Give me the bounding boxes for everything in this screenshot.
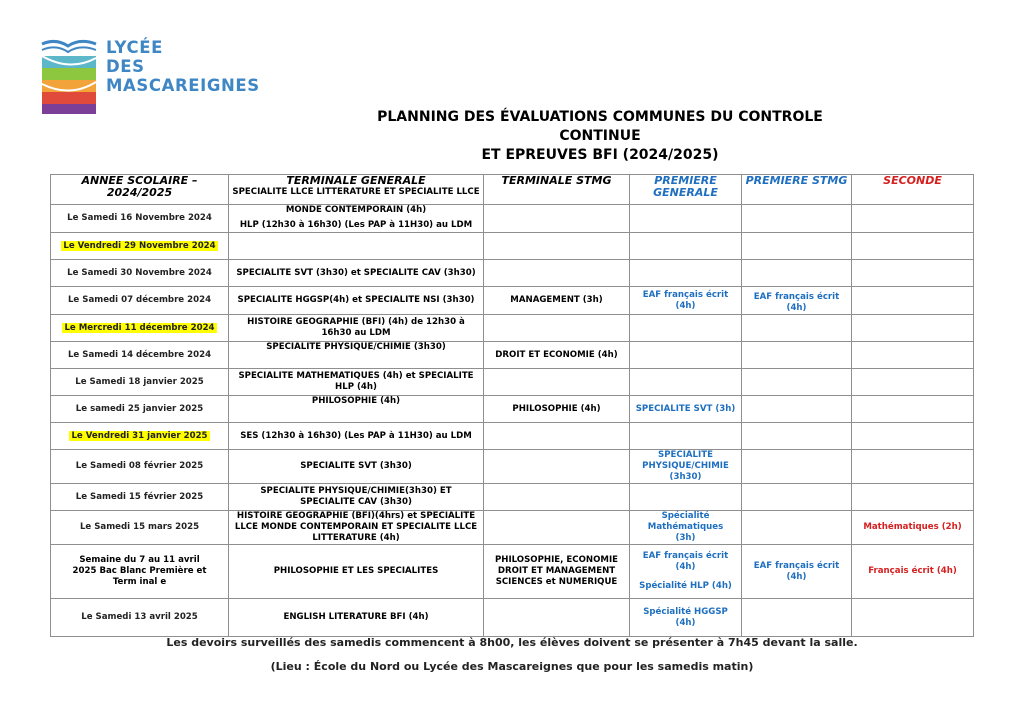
header-premiere-stmg: PREMIERE STMG [742, 175, 852, 205]
row-tg: HISTOIRE GEOGRAPHIE (BFI)(4hrs) et SPECIALITE LLCE MONDE CONTEMPORAIN ET SPECIALITE LLCE LITTERATURE (4h) [229, 511, 484, 545]
row-pg [630, 260, 742, 287]
table-row [51, 396, 974, 423]
row-date: Le Samedi 30 Novembre 2024 [51, 260, 229, 287]
row-seconde [852, 396, 974, 423]
row-seconde [852, 369, 974, 396]
logo-line-1: LYCÉE [106, 38, 163, 57]
header-terminale-stmg: TERMINALE STMG [484, 175, 630, 205]
row-tstmg [484, 369, 630, 396]
row-tg: SPECIALITE MATHEMATIQUES (4h) et SPECIALITE HLP (4h) [229, 369, 484, 396]
highlighted-date: Le Vendredi 31 janvier 2025 [71, 430, 208, 441]
table-row [51, 484, 974, 511]
row-tstmg: DROIT ET ECONOMIE (4h) [484, 342, 630, 369]
row-tstmg: MANAGEMENT (3h) [484, 287, 630, 315]
row-pg: SPECIALITE PHYSIQUE/CHIMIE (3h30) [630, 450, 742, 484]
row-pstmg [742, 484, 852, 511]
row-pg: Spécialité HGGSP (4h) [630, 599, 742, 637]
row-date: Le Samedi 13 avril 2025 [51, 599, 229, 637]
row-tg: MONDE CONTEMPORAIN (4h) HLP (12h30 à 16h30) (Les PAP à 11H30) au LDM [229, 205, 484, 233]
row-pstmg [742, 450, 852, 484]
highlighted-date: Le Vendredi 29 Novembre 2024 [63, 240, 216, 251]
row-tg: SPECIALITE PHYSIQUE/CHIMIE (3h30) [229, 342, 484, 369]
table-row [51, 423, 974, 450]
row-seconde [852, 423, 974, 450]
logo-line-3: MASCAREIGNES [106, 76, 260, 95]
table-row [51, 287, 974, 315]
header-tg-sub: SPECIALITE LLCE LITTERATURE ET SPECIALITE LLCE [232, 187, 480, 197]
row-seconde [852, 484, 974, 511]
row-pg [630, 342, 742, 369]
row-tg [229, 233, 484, 260]
row-seconde [852, 342, 974, 369]
table-header-row [51, 175, 974, 205]
table-row [51, 369, 974, 396]
row-date: Le Samedi 08 février 2025 [51, 450, 229, 484]
row-tstmg [484, 599, 630, 637]
footer-note-schedule: Les devoirs surveillés des samedis commencent à 8h00, les élèves doivent se présenter à 7h45 devant la salle. [166, 636, 858, 649]
row-pg [630, 315, 742, 342]
row-pstmg [742, 342, 852, 369]
row-tg: SPECIALITE SVT (3h30) et SPECIALITE CAV (3h30) [229, 260, 484, 287]
row-tg: SPECIALITE PHYSIQUE/CHIMIE(3h30) ET SPECIALITE CAV (3h30) [229, 484, 484, 511]
highlighted-date: Le Mercredi 11 décembre 2024 [64, 322, 215, 333]
row-date: Le Samedi 15 mars 2025 [51, 511, 229, 545]
row-pstmg: EAF français écrit (4h) [742, 545, 852, 599]
school-logo [40, 38, 260, 118]
row-tstmg [484, 423, 630, 450]
title-line-1: PLANNING DES ÉVALUATIONS COMMUNES DU CONTROLE CONTINUE [377, 109, 823, 144]
row-tg: SPECIALITE SVT (3h30) [229, 450, 484, 484]
row-pstmg [742, 233, 852, 260]
row-pg [630, 233, 742, 260]
table-row [51, 599, 974, 637]
row-pg [630, 205, 742, 233]
row-pg: EAF français écrit (4h) [630, 287, 742, 315]
row-tg: HISTOIRE GEOGRAPHIE (BFI) (4h) de 12h30 à 16h30 au LDM [229, 315, 484, 342]
row-date [51, 233, 229, 260]
row-pg: Spécialité Mathématiques (3h) [630, 511, 742, 545]
row-pstmg [742, 315, 852, 342]
table-row [51, 260, 974, 287]
row-seconde [852, 260, 974, 287]
row-date: Le Samedi 15 février 2025 [51, 484, 229, 511]
row-pstmg [742, 205, 852, 233]
row-seconde: Mathématiques (2h) [852, 511, 974, 545]
footer-note-location: (Lieu : École du Nord ou Lycée des Mascareignes que pour les samedis matin) [270, 660, 754, 673]
row-pstmg [742, 369, 852, 396]
table-row [51, 545, 974, 599]
table-row [51, 315, 974, 342]
row-date [51, 423, 229, 450]
row-date: Le Samedi 07 décembre 2024 [51, 287, 229, 315]
row-tg: ENGLISH LITERATURE BFI (4h) [229, 599, 484, 637]
row-pstmg: EAF français écrit (4h) [742, 287, 852, 315]
row-date: Le Samedi 18 janvier 2025 [51, 369, 229, 396]
row-tg: PHILOSOPHIE (4h) [229, 396, 484, 423]
table-row [51, 233, 974, 260]
logo-line-2: DES [106, 57, 145, 76]
row-date [51, 315, 229, 342]
table-row [51, 511, 974, 545]
row-tg: SPECIALITE HGGSP(4h) et SPECIALITE NSI (3h30) [229, 287, 484, 315]
header-premiere-generale: PREMIERE GENERALE [630, 175, 742, 205]
row-pg [630, 484, 742, 511]
row-tstmg [484, 511, 630, 545]
logo-emblem-icon [40, 38, 100, 116]
row-pstmg [742, 396, 852, 423]
row-tg: SES (12h30 à 16h30) (Les PAP à 11H30) au LDM [229, 423, 484, 450]
row-tstmg: PHILOSOPHIE, ECONOMIE DROIT ET MANAGEMENT SCIENCES et NUMERIQUE [484, 545, 630, 599]
row-date: Le Samedi 14 décembre 2024 [51, 342, 229, 369]
table-row [51, 450, 974, 484]
header-annee: ANNEE SCOLAIRE – 2024/2025 [51, 175, 229, 205]
row-seconde [852, 233, 974, 260]
row-tstmg [484, 315, 630, 342]
row-tstmg [484, 450, 630, 484]
logo-wordmark [106, 38, 260, 95]
row-tg: PHILOSOPHIE ET LES SPECIALITES [229, 545, 484, 599]
planning-table [50, 174, 974, 637]
row-pstmg [742, 511, 852, 545]
row-pg: SPECIALITE SVT (3h) [630, 396, 742, 423]
row-seconde [852, 599, 974, 637]
row-date: Le Samedi 16 Novembre 2024 [51, 205, 229, 233]
row-tstmg [484, 205, 630, 233]
row-seconde [852, 287, 974, 315]
table-row [51, 342, 974, 369]
title-line-2: ET EPREUVES BFI (2024/2025) [481, 147, 719, 163]
header-seconde: SECONDE [852, 175, 974, 205]
row-tstmg [484, 260, 630, 287]
row-pg [630, 369, 742, 396]
row-pstmg [742, 599, 852, 637]
row-date: Semaine du 7 au 11 avril 2025 Bac Blanc Première et Term inal e [51, 545, 229, 599]
row-pg [630, 423, 742, 450]
row-seconde: Français écrit (4h) [852, 545, 974, 599]
row-date: Le samedi 25 janvier 2025 [51, 396, 229, 423]
row-seconde [852, 450, 974, 484]
row-seconde [852, 205, 974, 233]
row-tstmg [484, 484, 630, 511]
header-terminale-generale: TERMINALE GENERALE SPECIALITE LLCE LITTERATURE ET SPECIALITE LLCE [229, 175, 484, 205]
page-title [340, 108, 860, 165]
row-tstmg: PHILOSOPHIE (4h) [484, 396, 630, 423]
row-pstmg [742, 423, 852, 450]
row-pstmg [742, 260, 852, 287]
table-row [51, 205, 974, 233]
row-tstmg [484, 233, 630, 260]
row-seconde [852, 315, 974, 342]
row-pg: EAF français écrit (4h) Spécialité HLP (4h) [630, 545, 742, 599]
